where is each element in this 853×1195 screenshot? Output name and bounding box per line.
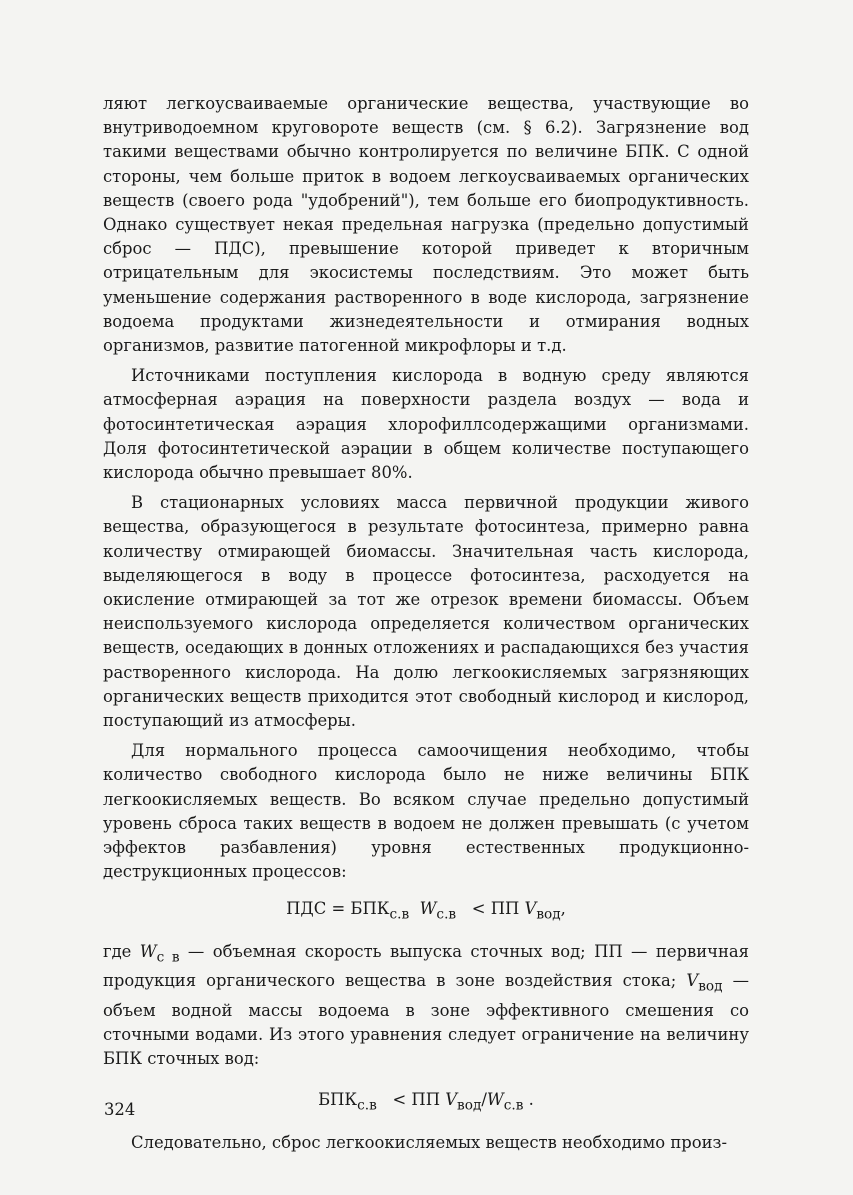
paragraph-4: Для нормального процесса самоочищения необходимо, чтобы количество свободного кислорода было не ниже величины БПК легкоокисляемых веществ. Во всяком случае предельно допустимый уровень сброса таких веществ в водоем не должен превышать (с учетом эффектов разбавления) уровня естественных продукционно-деструкционных процессов: [103,741,749,882]
formula-bpk-lhs-sub: с.в [357,1096,377,1113]
formula-bpk-lhs: БПК [318,1089,358,1109]
paragraph-2: Источниками поступления кислорода в водную среду являются атмосферная аэрация на поверхности раздела воздух — вода и фотосинтетическая аэрация хлорофиллсодержащими организмами. Доля фотосинтетической аэрации в общем количестве поступающего кислорода обычно превышает 80%. [103,366,749,483]
paragraph-3: В стационарных условиях масса первичной продукции живого вещества, образующегося в результате фотосинтеза, примерно равна количеству отмирающей биомассы. Значительная часть кислорода, выделяющегося в воду в процессе фотосинтеза, расходуется на окисление отмирающей за тот же отрезок времени биомассы. Объем неиспользуемого кислорода определяется количеством органических веществ, оседающих в донных отложениях и распадающихся без участия растворенного кислорода. На долю легкоокисляемых загрязняющих органических веществ приходится этот свободный кислород и кислород, поступающий из атмосферы. [103,493,749,731]
formula-pds-v: V [524,898,537,918]
formula-bpk-v: V [445,1089,458,1109]
formula-bpk-slash: / [481,1089,487,1109]
where-w: W [139,941,157,961]
formula-bpk-w: W [486,1089,504,1109]
formula-pds-tail: , [560,898,566,918]
formula-pds-lhs-sub: с.в [389,905,410,922]
body-text [103,92,749,1155]
where-t2: — объемная скорость выпуска сточных вод; ПП — первичная продукция органического вещества в зоне воздействия стока; [103,941,749,991]
formula-pds-op: < ПП [471,898,520,918]
paragraph-last: Следовательно, сброс легкоокисляемых веществ необходимо произ- [131,1133,728,1153]
formula-pds-w: W [419,898,437,918]
where-w-sub: с в [156,949,180,966]
where-t3: — объем водной массы водоема в зоне эффективного смешения со сточными водами. Из этого уравнения следует ограничение на величину БПК сточных вод: [103,971,749,1069]
formula-bpk-tail: . [528,1089,534,1109]
formula-pds-v-sub: вод [536,905,561,922]
paragraph-1: ляют легкоусваиваемые органические вещества, участвующие во внутриводоемном круговороте веществ (см. § 6.2). Загрязнение вод такими веществами обычно контролируется по величине БПК. С одной стороны, чем больше приток в водоем легкоусваиваемых органических веществ (своего рода "удобрений"), тем больше его биопродуктивность. Однако существует некая предельная нагрузка (предельно допустимый сброс — ПДС), превышение которой приведет к вторичным отрицательным для экосистемы последствиям. Это может быть уменьшение содержания растворенного в воде кислорода, загрязнение водоема продуктами жизнедеятельности и отмирания водных организмов, развитие патогенной микрофлоры и т.д. [103,94,749,356]
where-v-sub: вод [698,978,723,995]
formula-bpk-w-sub: с.в [503,1096,524,1113]
paragraph-where [103,940,749,1072]
formula-bpk-limit [103,1088,749,1117]
formula-bpk-op: < ПП [392,1089,440,1109]
where-t1: где [103,941,140,961]
page-number: 324 [104,1100,136,1119]
formula-pds [103,897,749,926]
formula-pds-lhs: ПДС = БПК [286,898,390,918]
formula-bpk-v-sub: вод [457,1096,482,1113]
where-v: V [686,971,699,991]
formula-pds-w-sub: с.в [436,905,457,922]
